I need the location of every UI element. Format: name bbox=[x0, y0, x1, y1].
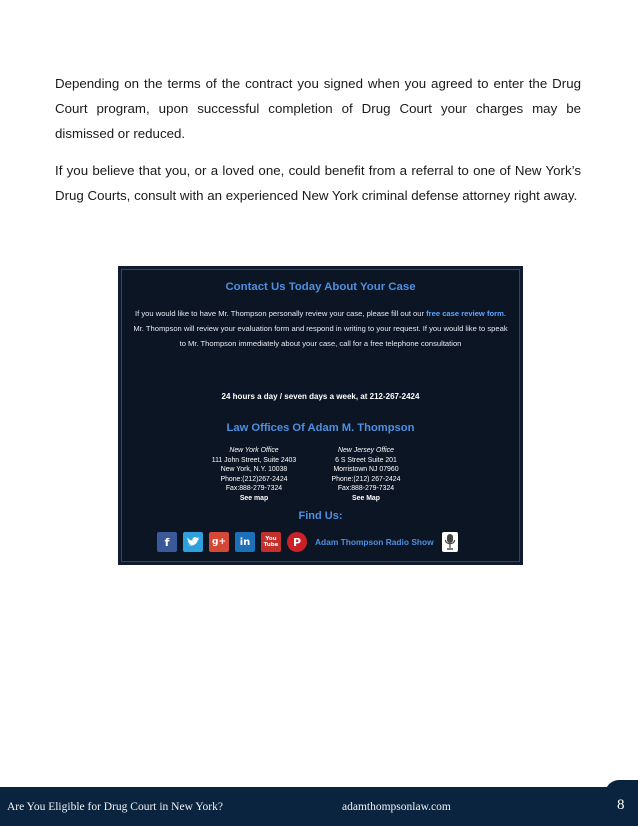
footer-website: adamthompsonlaw.com bbox=[342, 801, 451, 813]
office-city: New York, N.Y. 10038 bbox=[220, 466, 288, 473]
social-links bbox=[157, 531, 497, 553]
twitter-icon[interactable] bbox=[183, 532, 203, 552]
microphone-icon[interactable] bbox=[442, 532, 458, 552]
contact-us-banner bbox=[118, 266, 523, 565]
pinterest-icon[interactable]: P bbox=[287, 532, 307, 552]
see-map-link[interactable]: See Map bbox=[352, 494, 380, 502]
paragraph-text: Depending on the terms of the contract you signed when you agreed to enter the Drug Court program, upon successful completion of Drug Court your charges may be dismissed or reduced. bbox=[55, 76, 581, 141]
office-address: 6 S Street Suite 201 bbox=[335, 456, 397, 464]
contact-intro bbox=[131, 306, 510, 351]
see-map-link[interactable]: See map bbox=[239, 494, 269, 502]
firm-name: Law Offices Of Adam M. Thompson bbox=[226, 422, 415, 434]
bird-glyph bbox=[186, 536, 200, 548]
contact-title: Contact Us Today About Your Case bbox=[225, 281, 416, 293]
office-fax: Fax:888-279-7324 bbox=[225, 485, 283, 492]
paragraph-2 bbox=[55, 158, 581, 208]
intro-text: . Mr. Thompson will review your evaluation form and respond in writing to your request. If you would like to speak to Mr. Thompson immediately about your case, call for a free telephone consultation bbox=[133, 309, 508, 348]
microphone-glyph bbox=[444, 533, 456, 551]
free-case-review-link[interactable]: free case review form bbox=[426, 309, 504, 318]
find-us-heading: Find Us: bbox=[298, 510, 343, 522]
office-city: Morristown NJ 07960 bbox=[333, 466, 399, 473]
office-name: New Jersey Office bbox=[338, 447, 394, 454]
footer-title: Are You Eligible for Drug Court in New York? bbox=[7, 801, 223, 813]
office-fax: Fax:888-279-7324 bbox=[337, 485, 395, 492]
page-number: 8 bbox=[617, 797, 625, 813]
office-name: New York Office bbox=[229, 447, 279, 454]
phone-hours: 24 hours a day / seven days a week, at 212-267-2424 bbox=[221, 392, 420, 401]
linkedin-icon[interactable]: in bbox=[235, 532, 255, 552]
new-jersey-office bbox=[301, 446, 431, 503]
office-phone: Phone:(212)267-2424 bbox=[220, 475, 288, 483]
google-plus-icon[interactable]: g+ bbox=[209, 532, 229, 552]
intro-text: If you would like to have Mr. Thompson personally review your case, please fill out our bbox=[135, 309, 425, 318]
page-footer bbox=[0, 787, 638, 826]
office-address: 111 John Street, Suite 2403 bbox=[211, 456, 297, 464]
paragraph-text: If you believe that you, or a loved one, could benefit from a referral to one of New York’s Drug Courts, consult with an experienced New York criminal defense attorney right away. bbox=[55, 163, 581, 203]
facebook-icon[interactable]: f bbox=[157, 532, 177, 552]
paragraph-1 bbox=[55, 71, 581, 146]
youtube-icon[interactable]: You Tube bbox=[261, 532, 281, 552]
office-phone: Phone:(212) 267-2424 bbox=[331, 475, 401, 483]
new-york-office bbox=[189, 446, 319, 503]
radio-show-link[interactable]: Adam Thompson Radio Show bbox=[315, 536, 434, 547]
